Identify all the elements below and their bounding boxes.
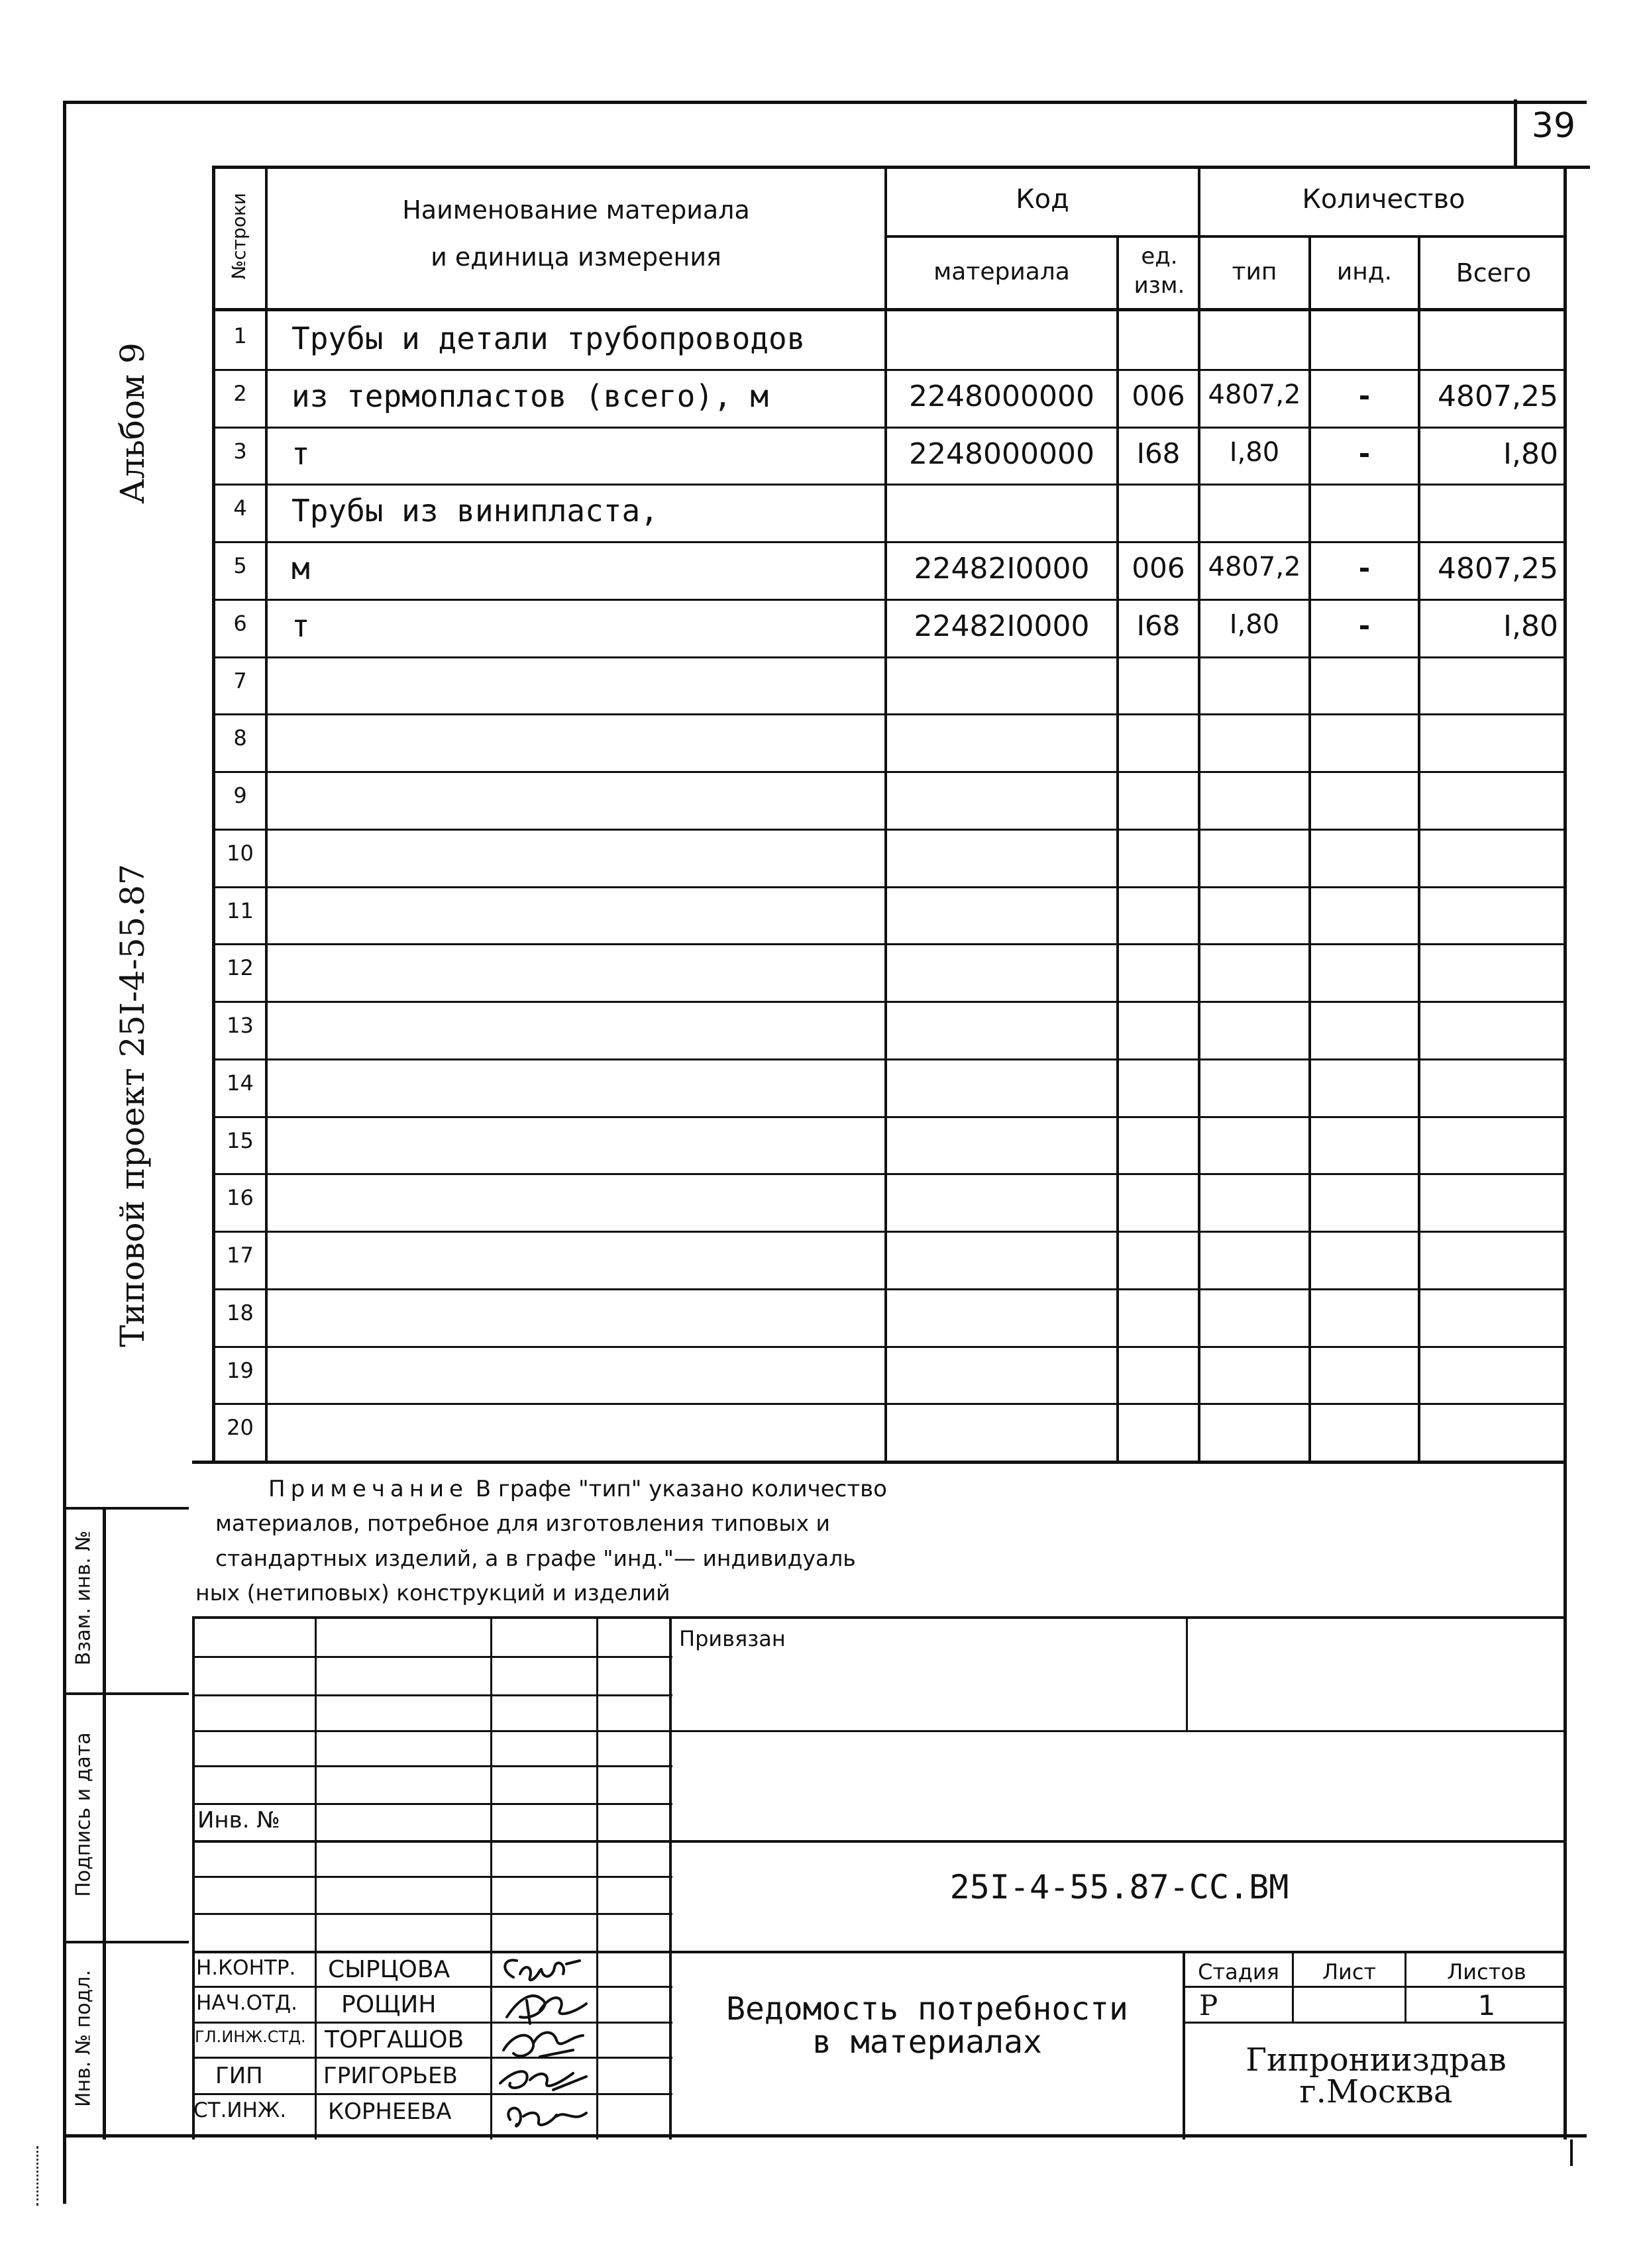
row-total: 4807,25 bbox=[1438, 380, 1558, 413]
row-name: т bbox=[292, 436, 310, 472]
row-code: 22482I0000 bbox=[914, 552, 1090, 586]
cut-line bbox=[36, 2146, 41, 2206]
sheet-label: Лист bbox=[1322, 1959, 1377, 1984]
row-number: 14 bbox=[227, 1070, 254, 1096]
row-number: 6 bbox=[233, 611, 247, 636]
note-line2: материалов, потребное для изготовления типовых и bbox=[215, 1510, 830, 1536]
signer-role: ГИП bbox=[215, 2063, 263, 2089]
row-number: 5 bbox=[233, 553, 247, 578]
signature-1 bbox=[505, 1960, 580, 1980]
signature-3 bbox=[504, 2033, 583, 2057]
row-name: из термопластов (всего), м bbox=[292, 378, 769, 414]
header-row-no: №строки bbox=[228, 193, 250, 280]
row-name: м bbox=[292, 550, 310, 586]
header-q-total: Всего bbox=[1456, 258, 1532, 287]
row-number: 18 bbox=[227, 1300, 254, 1325]
row-number: 4 bbox=[233, 495, 247, 521]
signer-role: ГЛ.ИНЖ.СТД. bbox=[195, 2028, 306, 2046]
header-code-unit: ед. изм. bbox=[1134, 243, 1185, 299]
signature-images bbox=[494, 1951, 596, 2139]
row-unit: I68 bbox=[1136, 609, 1181, 642]
row-unit: 006 bbox=[1132, 380, 1185, 412]
row-type: 4807,2 bbox=[1208, 380, 1301, 410]
row-number: 2 bbox=[233, 381, 247, 406]
header-quantity: Количество bbox=[1302, 184, 1465, 215]
row-number: 3 bbox=[233, 438, 247, 464]
stamp-inv-podl: Инв. № подл. bbox=[72, 1970, 95, 2107]
header-code: Код bbox=[1016, 184, 1069, 215]
header-name-line2: и единица измерения bbox=[431, 242, 721, 272]
album-label: Альбом 9 bbox=[113, 342, 152, 504]
signer-name: КОРНЕЕВА bbox=[328, 2098, 452, 2125]
page-number: 39 bbox=[1531, 106, 1576, 146]
privyazan-label: Привязан bbox=[679, 1626, 786, 1651]
stamp-vzam-inv: Взам. инв. № bbox=[72, 1530, 95, 1666]
row-total: I,80 bbox=[1503, 609, 1558, 643]
row-number: 1 bbox=[233, 323, 247, 348]
row-number: 15 bbox=[227, 1128, 254, 1153]
header-name-line1: Наименование материала bbox=[402, 195, 750, 225]
project-label: Типовой проект 25I-4-55.87 bbox=[113, 864, 152, 1347]
row-name: Трубы из винипласта, bbox=[292, 493, 659, 529]
signer-name: ГРИГОРЬЕВ bbox=[323, 2063, 458, 2089]
row-name: т bbox=[292, 608, 310, 644]
signature-5 bbox=[508, 2108, 586, 2126]
signer-role: СТ.ИНЖ. bbox=[193, 2098, 287, 2122]
doc-title-line1: Ведомость потребности bbox=[726, 1990, 1128, 2028]
row-number: 19 bbox=[227, 1358, 254, 1383]
row-number: 11 bbox=[227, 898, 254, 923]
row-total: 4807,25 bbox=[1438, 552, 1558, 586]
row-number: 10 bbox=[227, 841, 254, 866]
sheets-label: Листов bbox=[1447, 1959, 1526, 1984]
row-ind: - bbox=[1358, 380, 1371, 412]
header-q-type: тип bbox=[1232, 258, 1277, 285]
row-unit: 006 bbox=[1132, 552, 1185, 584]
note-line4: ных (нетиповых) конструкций и изделий bbox=[195, 1580, 670, 1606]
row-type: I,80 bbox=[1229, 437, 1280, 468]
row-unit: I68 bbox=[1136, 437, 1181, 470]
row-ind: - bbox=[1358, 609, 1371, 642]
signer-name: СЫРЦОВА bbox=[328, 1956, 450, 1983]
inv-no-label: Инв. № bbox=[197, 1807, 280, 1833]
doc-code: 25I-4-55.87-CC.BM bbox=[949, 1868, 1289, 1906]
row-code: 2248000000 bbox=[909, 380, 1094, 413]
row-number: 20 bbox=[227, 1415, 254, 1440]
stamp-podpis-data: Подпись и дата bbox=[72, 1732, 95, 1897]
row-number: 12 bbox=[227, 955, 254, 980]
header-q-ind: инд. bbox=[1336, 258, 1393, 285]
row-code: 2248000000 bbox=[909, 437, 1094, 471]
note-line3: стандартных изделий, а в графе "инд."— индивидуаль bbox=[215, 1545, 856, 1571]
note-line1 bbox=[268, 1476, 887, 1502]
signature-2 bbox=[507, 1996, 586, 2024]
doc-title-line2: в материалах bbox=[812, 2024, 1042, 2061]
org-line1: Гипронииздрав bbox=[1246, 2041, 1507, 2079]
row-total: I,80 bbox=[1503, 437, 1558, 471]
row-type: 4807,2 bbox=[1208, 552, 1301, 582]
note-line1-rest: В графе "тип" указано количество bbox=[475, 1476, 887, 1502]
signature-4 bbox=[500, 2071, 586, 2090]
org-line2: г.Москва bbox=[1299, 2073, 1453, 2110]
signer-role: НАЧ.ОТД. bbox=[196, 1991, 298, 2015]
stage-label: Стадия bbox=[1198, 1959, 1279, 1984]
signer-name: РОЩИН bbox=[341, 1991, 437, 2018]
row-ind: - bbox=[1358, 437, 1371, 470]
row-code: 22482I0000 bbox=[914, 609, 1090, 643]
row-name: Трубы и детали трубопроводов bbox=[292, 321, 806, 356]
row-ind: - bbox=[1358, 552, 1371, 584]
signer-name: ТОРГАШОВ bbox=[325, 2026, 464, 2053]
sheets-value: 1 bbox=[1477, 1989, 1496, 2022]
note-lead: Примечание bbox=[268, 1476, 468, 1502]
stage-value: Р bbox=[1199, 1989, 1218, 2022]
row-number: 17 bbox=[227, 1243, 254, 1268]
row-number: 7 bbox=[233, 668, 247, 694]
row-number: 16 bbox=[227, 1185, 254, 1210]
row-number: 9 bbox=[233, 783, 247, 808]
signer-role: Н.КОНТР. bbox=[196, 1956, 296, 1980]
row-type: I,80 bbox=[1229, 609, 1280, 640]
header-code-material: материала bbox=[933, 258, 1070, 285]
row-number: 8 bbox=[233, 725, 247, 750]
row-number: 13 bbox=[227, 1013, 254, 1038]
